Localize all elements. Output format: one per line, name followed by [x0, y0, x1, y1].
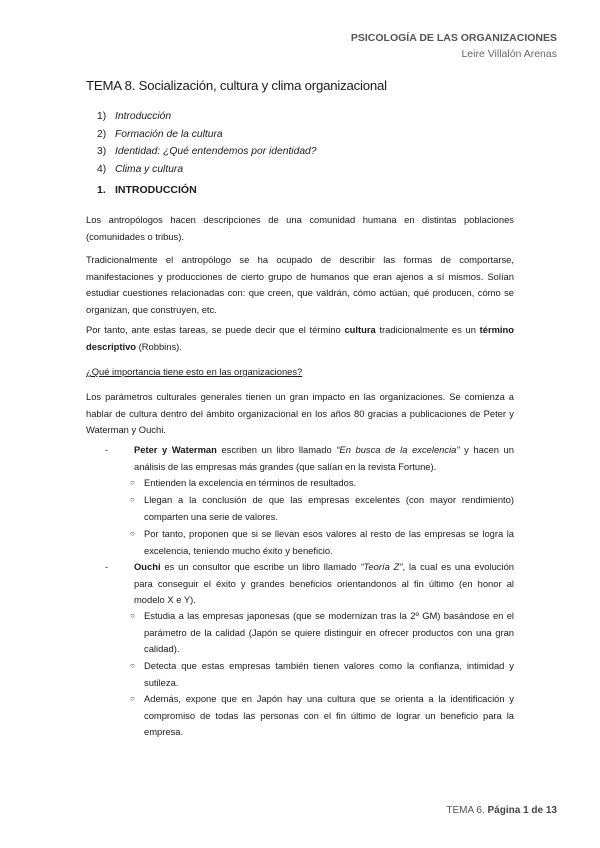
sub-bullet-text: Además, expone que en Japón hay una cultura que se orienta a la identificación y compromiso de todas las personas con el fin último de lograr un beneficio para la empresa.: [144, 693, 514, 738]
paragraph-4: [86, 389, 514, 439]
dash-marker: -: [105, 561, 109, 572]
page-header: [351, 30, 557, 62]
sub-bullet: [130, 608, 514, 658]
author-name: Leire Villalón Arenas: [461, 48, 557, 60]
topic-item: [97, 161, 317, 179]
bold-term: término descriptivo: [86, 324, 514, 352]
page-footer: [446, 805, 557, 816]
circle-marker: ○: [130, 661, 135, 670]
topic-list: [97, 108, 317, 178]
sub-bullet-text: Llegan a la conclusión de que las empresas excelentes (con mayor rendimiento) comparten una serie de valores.: [144, 494, 514, 522]
dash-marker: -: [105, 444, 109, 455]
text-run: Por tanto, ante estas tareas, se puede decir que el término: [86, 324, 345, 335]
sub-bullet: [130, 526, 514, 559]
document-title: TEMA 8. Socialización, cultura y clima organizacional: [86, 78, 387, 93]
text-run: tradicionalmente es un: [375, 324, 480, 335]
topic-item: [97, 108, 317, 126]
topic-label: Introducción: [115, 111, 172, 122]
sub-bullet-text: Estudia a las empresas japonesas (que se modernizan tras la 2º GM) basándose en el parámetro de la calidad (Japón se quiere distinguir en ofrecer productos con una gran calidad).: [144, 610, 514, 655]
author-name-bold: Ouchi: [134, 561, 161, 572]
section-number: 1.: [97, 184, 106, 196]
book-title: “Teoría Z”: [360, 561, 403, 572]
topic-number: 1): [97, 111, 107, 122]
bullet-peter-waterman: [107, 442, 514, 475]
sub-bullet: [130, 658, 514, 691]
paragraph-2: [86, 252, 514, 318]
section-heading: [97, 184, 197, 196]
text-run: es un consultor que escribe un libro llamado: [160, 561, 361, 572]
topic-number: 3): [97, 146, 107, 157]
footer-label: TEMA 6.: [446, 805, 485, 816]
topic-label: Clima y cultura: [115, 163, 184, 175]
text-run: (Robbins).: [136, 340, 182, 352]
underlined-question: ¿Qué importancia tiene esto en las organizaciones?: [86, 366, 303, 377]
paragraph-1: [86, 212, 514, 245]
bullet-ouchi: [107, 559, 514, 609]
book-title: “En busca de la excelencia”: [336, 444, 460, 455]
topic-number: 2): [97, 128, 107, 140]
topic-item: [97, 126, 317, 144]
bullet-text: [134, 442, 514, 475]
sub-bullet-text: Por tanto, proponen que si se llevan esos valores al resto de las empresas se logra la excelencia, teniendo mucho éxito y beneficio.: [144, 528, 514, 556]
topic-number: 4): [97, 163, 107, 175]
topic-label: Identidad: ¿Qué entendemos por identidad?: [115, 146, 317, 157]
author-name-bold: Peter y Waterman: [134, 444, 217, 455]
page-number: Página 1 de 13: [487, 805, 557, 816]
circle-marker: ○: [130, 611, 135, 620]
paragraph-3: [86, 322, 514, 355]
sub-bullet: [130, 492, 514, 525]
paragraph-text: Los antropólogos hacen descripciones de una comunidad humana en distintas poblaciones (comunidades o tribus).: [86, 214, 514, 242]
text-run: escriben un libro llamado: [216, 444, 337, 455]
sub-bullet-text: Entienden la excelencia en términos de resultados.: [144, 477, 357, 488]
sub-bullet-text: Detecta que estas empresas también tienen valores como la confianza, intimidad y sutileza.: [144, 660, 514, 688]
text-run: y hacen un análisis de las empresas más grandes (que salían en la revista Fortune).: [134, 444, 514, 472]
course-title: PSICOLOGÍA DE LAS ORGANIZACIONES: [350, 32, 557, 44]
circle-marker: ○: [130, 495, 135, 504]
sub-bullet: [130, 691, 514, 741]
text-run: , la cual es una evolución para conseguir el éxito y grandes beneficios orientandonos al fin último (en honor al modelo X e Y).: [134, 561, 515, 606]
paragraph-text: Tradicionalmente el antropólogo se ha ocupado de describir las formas de comportarse, manifestaciones y producciones de cierto grupo de humanos que eran ajenos a sí mismos. Solían estudiar cuestiones relacionadas con: que creen, que valdrán, cómo actúan, qué producen, cómo se organizan, que construyen, etc.: [86, 254, 514, 315]
bullet-text: [134, 559, 514, 609]
circle-marker: ○: [130, 529, 135, 538]
topic-label: Formación de la cultura: [115, 128, 223, 140]
question-heading: [86, 364, 514, 381]
paragraph-text: Los parámetros culturales generales tienen un gran impacto en las organizaciones. Se comienza a hablar de cultura dentro del ámbito organizacional en los años 80 gracias a publicaciones de Peter y Waterman y Ouchi.: [86, 391, 514, 436]
paragraph-text: [86, 322, 514, 355]
sub-bullet: [130, 475, 514, 492]
topic-item: [97, 143, 317, 161]
bold-term: cultura: [344, 324, 376, 335]
section-label: INTRODUCCIÓN: [115, 184, 197, 196]
circle-marker: ○: [130, 694, 135, 703]
circle-marker: ○: [130, 478, 135, 487]
